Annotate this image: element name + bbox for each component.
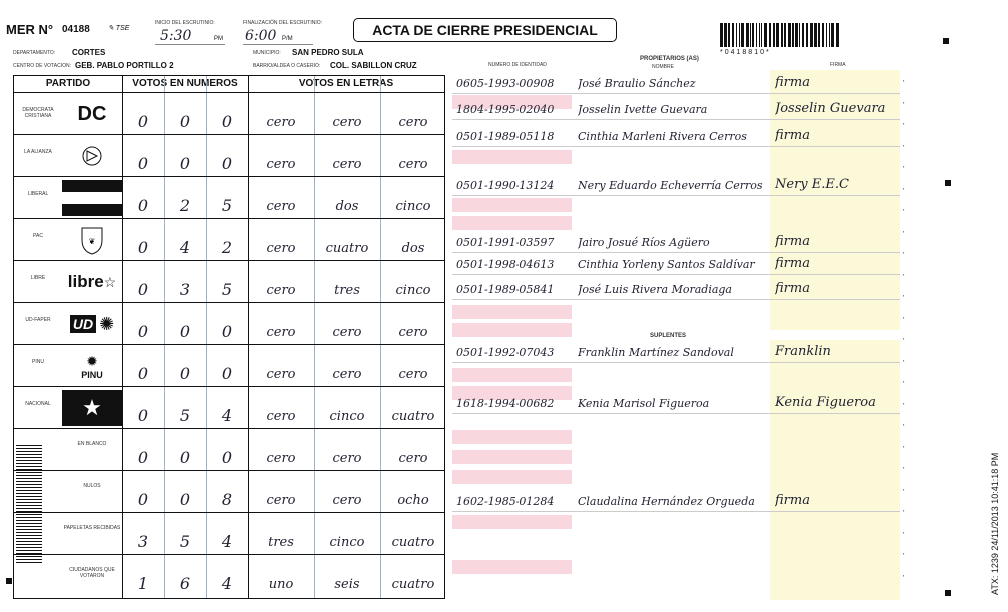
vote-word: cinco (329, 409, 365, 424)
id-field-strip (452, 450, 572, 464)
party-name: UD-FAPER (25, 317, 51, 323)
table-row (14, 344, 444, 387)
vote-digit: 0 (179, 322, 191, 341)
id-field-strip (452, 305, 572, 319)
row-marker: ▪ (903, 121, 905, 126)
vote-word: cero (332, 367, 362, 382)
vote-word: cero (398, 157, 428, 172)
vote-word: cero (266, 367, 296, 382)
party-name: LA ALIANZA (24, 149, 52, 155)
member-signature: firma (775, 128, 810, 143)
party-logo (62, 222, 122, 258)
party-name: PINU (32, 359, 44, 365)
barcode-text: *0418810* (720, 49, 771, 56)
propietarios-label: PROPIETARIOS (AS) (640, 56, 699, 62)
vote-word: cero (266, 283, 296, 298)
registration-mark (945, 590, 951, 596)
member-name: José Braulio Sánchez (578, 77, 696, 90)
party-logo: UD ✺ (62, 306, 122, 342)
vote-digit: 0 (137, 238, 149, 257)
row-marker: ▪ (903, 572, 905, 578)
vote-word: tres (334, 283, 360, 298)
member-id: 1618-1994-00682 (456, 397, 555, 410)
departamento-label: DEPARTAMENTO: (13, 50, 56, 56)
barrio-value: COL. SABILLON CRUZ (330, 61, 417, 70)
party-logo: ★ (62, 390, 122, 426)
id-field-strip (452, 560, 572, 574)
vote-word: cero (266, 241, 296, 256)
municipio-label: MUNICIPIO: (253, 50, 281, 56)
table-row (14, 428, 444, 471)
vote-digit: 5 (179, 532, 191, 551)
member-signature: Franklin (775, 344, 831, 359)
id-field-strip (452, 323, 572, 337)
vote-word: cinco (395, 199, 431, 214)
finalizacion-suffix: P/M (282, 36, 293, 42)
vote-digit: 0 (221, 364, 233, 383)
finalizacion-value: 6:00 (245, 28, 277, 44)
party-logo (62, 138, 122, 174)
member-name: Franklin Martínez Sandoval (578, 346, 734, 359)
member-name: Kenia Marisol Figueroa (578, 397, 710, 410)
vote-digit: 0 (179, 112, 191, 131)
vote-word: cero (398, 451, 428, 466)
party-name: PAPELETAS RECIBIDAS (63, 525, 121, 531)
member-id: 0501-1989-05118 (456, 130, 555, 143)
vote-digit: 0 (137, 196, 149, 215)
vote-digit: 1 (137, 574, 149, 593)
table-row (14, 260, 444, 303)
party-name: NACIONAL (25, 401, 51, 407)
vote-digit: 0 (221, 154, 233, 173)
vote-word: cuatro (325, 241, 369, 256)
side-stamp: ATX: 1239 24/11/2013 10:41:18 PM (990, 452, 1000, 595)
mer-number: 04188 (62, 24, 90, 35)
municipio-value: SAN PEDRO SULA (292, 48, 364, 57)
vote-digit: 3 (137, 532, 149, 551)
table-row (14, 134, 444, 177)
departamento-value: CORTES (72, 48, 106, 57)
vote-word: tres (268, 535, 294, 550)
table-row (14, 176, 444, 219)
row-marker: ▪ (903, 486, 905, 492)
member-name: Cinthia Yorleny Santos Saldívar (578, 258, 755, 271)
vote-word: ocho (397, 493, 429, 508)
member-signature: Kenia Figueroa (775, 395, 876, 410)
vote-digit: 5 (179, 406, 191, 425)
member-id: 0501-1998-04613 (456, 258, 555, 271)
row-marker: ▪ (903, 529, 905, 535)
row-marker: ▪ (903, 250, 905, 255)
member-id: 1602-1985-01284 (456, 495, 555, 508)
centro-value: GEB. PABLO PORTILLO 2 (75, 61, 174, 70)
vote-digit: 6 (179, 574, 191, 593)
row-marker: ▪ (903, 293, 905, 298)
nombre-label: NOMBRE (652, 64, 674, 70)
vote-word: cero (266, 325, 296, 340)
member-name: Nery Eduardo Echeverría Cerros (578, 179, 763, 192)
vote-word: cero (398, 367, 428, 382)
vote-digit: 8 (221, 490, 233, 509)
vote-digit: 0 (179, 364, 191, 383)
vote-word: cero (266, 493, 296, 508)
vote-word: cero (332, 115, 362, 130)
vote-digit: 0 (137, 406, 149, 425)
vote-word: cinco (395, 283, 431, 298)
vote-word: seis (334, 577, 360, 592)
vote-digit: 4 (179, 238, 191, 257)
member-name: Claudalina Hernández Orgueda (578, 495, 755, 508)
member-name: Jairo Josué Ríos Agüero (578, 236, 710, 249)
vote-word: cero (332, 493, 362, 508)
row-marker: ▪ (903, 271, 905, 277)
id-field-strip (452, 368, 572, 382)
id-field-strip (452, 470, 572, 484)
vote-word: dos (335, 199, 359, 214)
vote-word: cuatro (391, 409, 435, 424)
vote-word: cero (266, 409, 296, 424)
party-name: PAC (33, 233, 43, 239)
row-marker: ▪ (903, 142, 905, 148)
vote-digit: 0 (137, 280, 149, 299)
barcode-left (14, 445, 54, 565)
inicio-value: 5:30 (160, 28, 192, 44)
row-marker: ▪ (903, 443, 905, 449)
row-marker: ▪ (903, 185, 905, 191)
barcode-top (720, 23, 840, 47)
vote-word: uno (268, 577, 294, 592)
party-name: CIUDADANOS QUE VOTARON (69, 567, 115, 579)
member-id: 0501-1992-07043 (456, 346, 555, 359)
row-marker: ▪ (903, 228, 905, 234)
member-id: 0501-1991-03597 (456, 236, 555, 249)
row-marker: ▪ (903, 422, 905, 427)
row-marker: ▪ (903, 207, 905, 212)
id-field-strip (452, 216, 572, 230)
id-field-strip (452, 515, 572, 529)
party-name: NULOS (83, 483, 101, 489)
row-marker: ▪ (903, 164, 905, 169)
party-logo: DC (77, 102, 107, 125)
party-name: LIBRE (30, 275, 46, 281)
member-name: José Luis Rivera Moradiaga (578, 283, 732, 296)
vote-digit: 0 (137, 448, 149, 467)
party-name: DEMOCRATA CRISTIANA (22, 107, 54, 119)
table-row (14, 386, 444, 429)
row-marker: ▪ (903, 336, 905, 341)
member-name: Cinthia Marleni Rivera Cerros (578, 130, 747, 143)
registration-mark (6, 578, 12, 584)
centro-label: CENTRO DE VOTACION: (13, 63, 71, 69)
table-row (14, 512, 444, 555)
row-marker: ▪ (903, 78, 905, 83)
vote-digit: 3 (179, 280, 191, 299)
vote-digit: 0 (137, 112, 149, 131)
row-marker: ▪ (903, 465, 905, 470)
member-signature: Nery E.E.C (775, 177, 849, 192)
vote-digit: 4 (221, 406, 233, 425)
vote-word: cero (398, 115, 428, 130)
mer-label: MER N° (6, 22, 54, 37)
party-name: LIBERAL (27, 191, 49, 197)
vote-digit: 0 (221, 112, 233, 131)
numeros-header: VOTOS EN NUMEROS (132, 78, 238, 89)
letras-header: VOTOS EN LETRAS (298, 78, 394, 89)
row-marker: ▪ (903, 379, 905, 384)
id-field-strip (452, 198, 572, 212)
inicio-suffix: PM (214, 36, 223, 42)
member-signature: firma (775, 281, 810, 296)
vote-digit: 5 (221, 280, 233, 299)
id-field-strip (452, 430, 572, 444)
member-name: Josselin Ivette Guevara (578, 103, 708, 116)
table-row (14, 554, 444, 597)
vote-digit: 0 (221, 322, 233, 341)
vote-word: cero (398, 325, 428, 340)
vote-word: cero (332, 325, 362, 340)
inicio-label: INICIO DEL ESCRUTINIO: (155, 20, 215, 26)
vote-digit: 4 (221, 574, 233, 593)
member-id: 0501-1989-05841 (456, 283, 555, 296)
member-signature: Josselin Guevara (775, 101, 886, 116)
party-logo: ✹ PINU (81, 352, 103, 380)
vote-word: dos (401, 241, 425, 256)
vote-digit: 4 (221, 532, 233, 551)
vote-digit: 0 (179, 448, 191, 467)
vote-digit: 0 (137, 322, 149, 341)
signature-zone (770, 340, 900, 600)
vote-word: cero (266, 115, 296, 130)
barrio-label: BARRIO/ALDEA O CASERIO: (253, 63, 321, 69)
row-marker: ▪ (903, 357, 905, 363)
member-signature: firma (775, 75, 810, 90)
vote-digit: 5 (221, 196, 233, 215)
svg-text:❦: ❦ (88, 237, 96, 246)
partido-header: PARTIDO (45, 78, 91, 89)
table-row (14, 218, 444, 261)
table-row (14, 470, 444, 513)
vote-digit: 0 (179, 154, 191, 173)
party-logo (62, 180, 122, 216)
document-title: ACTA DE CIERRE PRESIDENCIAL (353, 18, 617, 42)
tse-logo: ✎ TSE (108, 25, 130, 32)
vote-digit: 0 (137, 154, 149, 173)
row-marker: ▪ (903, 99, 905, 105)
party-name: EN BLANCO (77, 441, 107, 447)
vote-digit: 2 (221, 238, 233, 257)
member-signature: firma (775, 256, 810, 271)
votes-table (13, 75, 445, 599)
suplentes-label: SUPLENTES (650, 333, 687, 339)
vote-digit: 0 (221, 448, 233, 467)
member-signature: firma (775, 493, 810, 508)
row-marker: ▪ (903, 508, 905, 513)
finalizacion-label: FINALIZACIÓN DEL ESCRUTINIO: (243, 20, 322, 26)
row-marker: ▪ (903, 314, 905, 320)
row-marker: ▪ (903, 551, 905, 556)
vote-digit: 0 (137, 364, 149, 383)
vote-word: cuatro (391, 535, 435, 550)
row-marker: ▪ (903, 400, 905, 406)
member-id: 0605-1993-00908 (456, 77, 555, 90)
member-id: 0501-1990-13124 (456, 179, 555, 192)
registration-mark (943, 38, 949, 44)
vote-digit: 0 (179, 490, 191, 509)
member-id: 1804-1995-02040 (456, 103, 555, 116)
registration-mark (945, 180, 951, 186)
numero-identidad-label: NUMERO DE IDENTIDAD (488, 62, 547, 68)
vote-word: cero (266, 199, 296, 214)
member-signature: firma (775, 234, 810, 249)
vote-word: cuatro (391, 577, 435, 592)
vote-word: cero (266, 451, 296, 466)
vote-word: cero (332, 157, 362, 172)
id-field-strip (452, 150, 572, 164)
party-logo: libre ☆ (67, 272, 117, 291)
firma-label: FIRMA (830, 62, 846, 68)
vote-digit: 0 (137, 490, 149, 509)
vote-digit: 2 (179, 196, 191, 215)
vote-word: cinco (329, 535, 365, 550)
table-row (14, 92, 444, 135)
table-row (14, 302, 444, 345)
vote-word: cero (332, 451, 362, 466)
vote-word: cero (266, 157, 296, 172)
